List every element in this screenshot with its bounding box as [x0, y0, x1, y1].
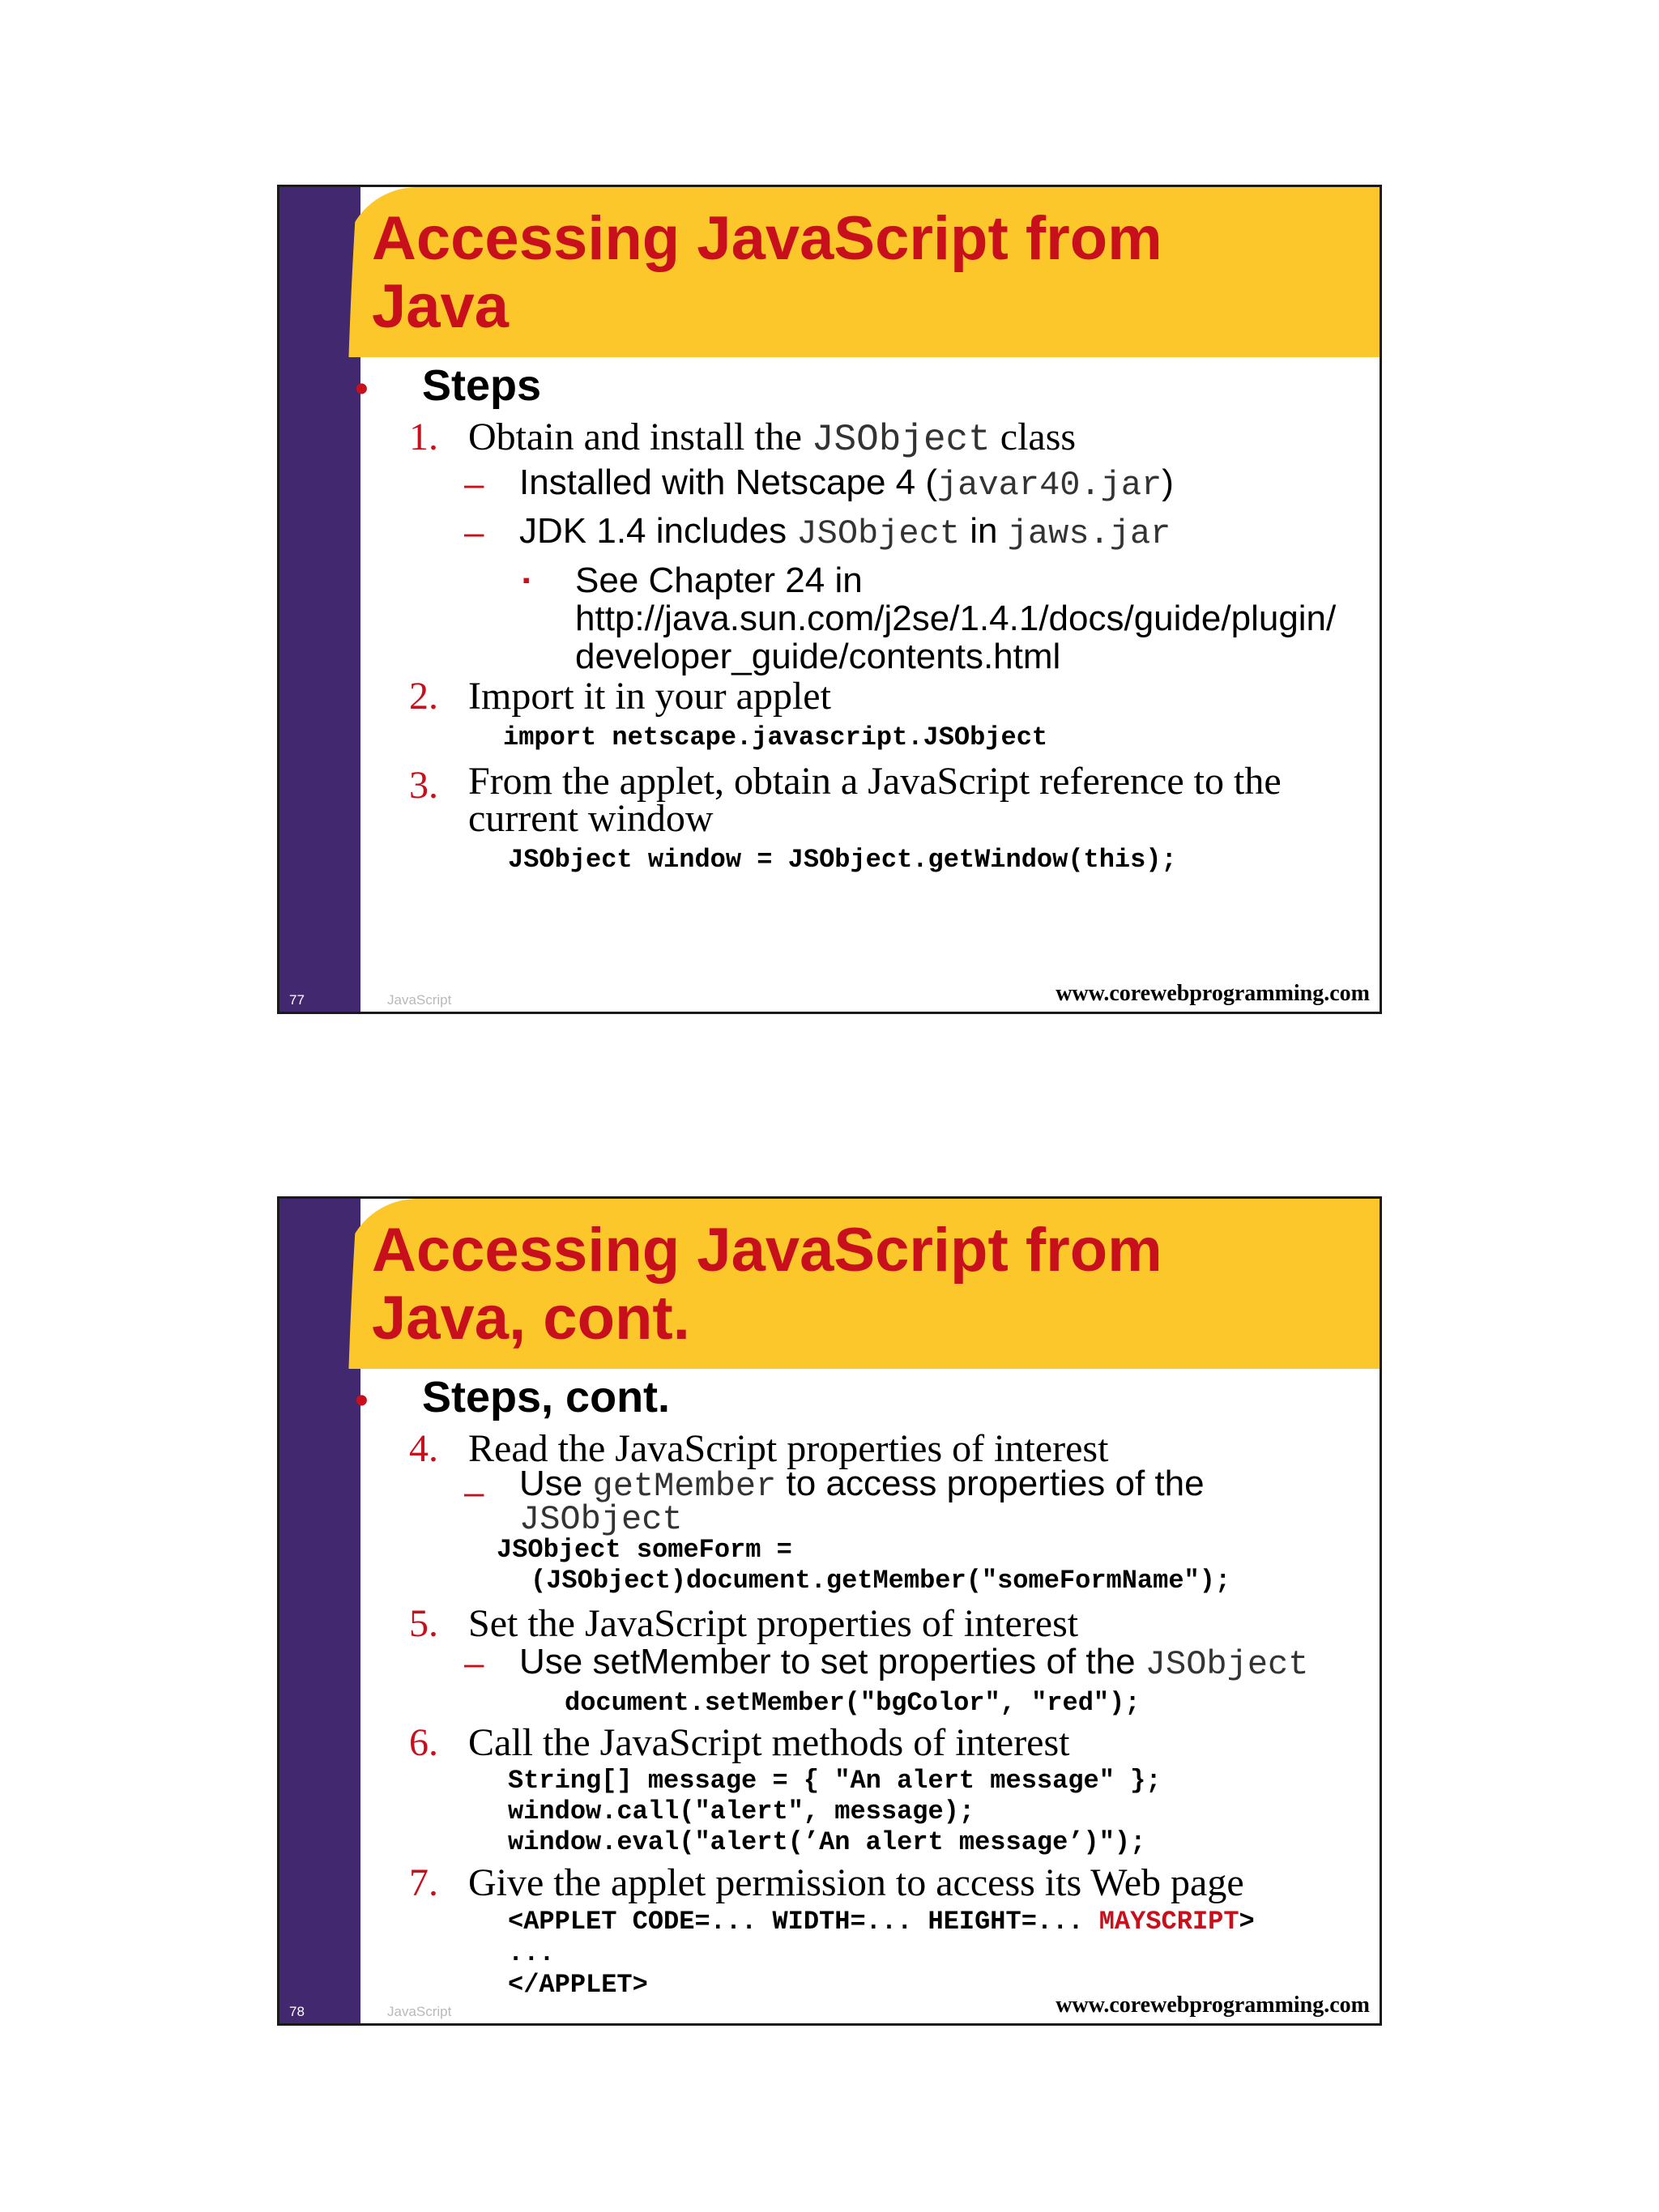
slide-title-line1: Accessing JavaScript from [372, 204, 1162, 273]
slide-title-line2: Java, cont. [372, 1284, 690, 1353]
section-heading: Steps [422, 361, 542, 410]
code-applet-mayscript: MAYSCRIPT [1098, 1907, 1239, 1937]
step-number: 6. [409, 1721, 438, 1764]
step-number: 2. [409, 675, 438, 718]
step-5-text: Set the JavaScript properties of interest [468, 1602, 1079, 1645]
sub-item-getmember [519, 1464, 1205, 1539]
chapter-reference-url-line2: developer_guide/contents.html [575, 637, 1061, 676]
code-applet-tag [508, 1906, 1255, 2001]
square-bullet: ▪ [522, 568, 531, 592]
sub-item-netscape-c: ) [1162, 462, 1174, 502]
code-call-line2: window.call("alert", message); [508, 1796, 975, 1826]
sub-item-netscape-a: Installed with Netscape 4 ( [519, 462, 938, 502]
sub-item-jdk-a: JDK 1.4 includes [519, 511, 797, 551]
step-1-text-a: Obtain and install the [468, 416, 812, 458]
code-import: import netscape.javascript.JSObject [503, 722, 1048, 752]
dash-marker: – [464, 464, 484, 504]
slide-title-line1: Accessing JavaScript from [372, 1216, 1162, 1285]
step-6-text: Call the JavaScript methods of interest [468, 1721, 1070, 1764]
step-1-text-c: class [990, 416, 1077, 458]
step-7-text: Give the applet permission to access its Web page [468, 1861, 1244, 1904]
step-4-text: Read the JavaScript properties of interest [468, 1427, 1109, 1470]
chapter-reference-line1: See Chapter 24 in [575, 560, 863, 600]
step-3-text [468, 760, 1282, 840]
section-label: JavaScript [387, 992, 452, 1008]
step-number: 4. [409, 1427, 438, 1470]
dash-marker: – [464, 1643, 484, 1683]
dash-marker: – [464, 513, 484, 552]
step-1-code-jsobject: JSObject [811, 419, 991, 461]
step-2-text: Import it in your applet [468, 675, 831, 718]
bullet-dot: • [355, 368, 369, 411]
sub-item-getmember-code: getMember [592, 1467, 777, 1506]
code-applet-line1-c: > [1239, 1907, 1255, 1937]
footer-url: www.corewebprogramming.com [1056, 1993, 1370, 2018]
step-3-text-line2: current window [468, 797, 714, 840]
sub-item-jdk-jar: jaws.jar [1007, 514, 1171, 553]
section-label: JavaScript [387, 2004, 452, 2019]
step-1-text [468, 415, 1076, 461]
code-call-line1: String[] message = { "An alert message" }; [508, 1766, 1162, 1796]
code-call-methods [508, 1766, 1162, 1858]
sub-item-getmember-c: to access properties of the [776, 1464, 1205, 1503]
page-number: 78 [289, 2004, 305, 2019]
page-number: 77 [289, 992, 305, 1008]
code-applet-line2: ... [508, 1938, 555, 1968]
slide-title-line2: Java [372, 272, 510, 341]
code-setmember: document.setMember("bgColor", "red"); [565, 1688, 1141, 1718]
step-number: 1. [409, 416, 438, 458]
sub-item-setmember-a: Use setMember to set properties of the [519, 1642, 1145, 1681]
slide-body [279, 187, 1380, 1012]
sub-item-getmember-jsobject: JSObject [519, 1500, 683, 1539]
sub-item-jdk [519, 511, 1171, 553]
step-number: 3. [409, 764, 438, 807]
sub-item-jdk-c: in [960, 511, 1008, 551]
sub-item-setmember-jsobject: JSObject [1145, 1645, 1309, 1684]
code-getwindow: JSObject window = JSObject.getWindow(this); [508, 845, 1177, 875]
slide-78 [277, 1196, 1382, 2026]
section-heading: Steps, cont. [422, 1373, 671, 1421]
slide-body [279, 1199, 1380, 2023]
sub-item-setmember [519, 1642, 1308, 1684]
sub-item-getmember-a: Use [519, 1464, 593, 1503]
bullet-dot: • [355, 1379, 369, 1422]
footer-url: www.corewebprogramming.com [1056, 981, 1370, 1006]
code-call-line3: window.eval("alert(’An alert message’)"); [508, 1827, 1146, 1857]
sub-item-netscape [519, 462, 1174, 505]
chapter-reference-url-line1: http://java.sun.com/j2se/1.4.1/docs/guide/plugin/ [575, 599, 1337, 638]
code-someform-line2: (JSObject)document.getMember("someFormName"); [531, 1566, 1231, 1596]
step-number: 7. [409, 1861, 438, 1904]
slide-77 [277, 185, 1382, 1014]
code-someform-line1: JSObject someForm = [497, 1535, 792, 1565]
code-applet-line3: </APPLET> [508, 1970, 648, 2000]
dash-marker: – [464, 1473, 484, 1512]
sub-item-jdk-jsobject: JSObject [796, 514, 961, 553]
code-applet-line1-a: <APPLET CODE=... WIDTH=... HEIGHT=... [508, 1907, 1099, 1937]
step-number: 5. [409, 1602, 438, 1645]
sub-item-netscape-jar: javar40.jar [937, 466, 1162, 505]
step-3-text-line1: From the applet, obtain a JavaScript reference to the [468, 760, 1282, 803]
chapter-reference [575, 561, 1336, 676]
